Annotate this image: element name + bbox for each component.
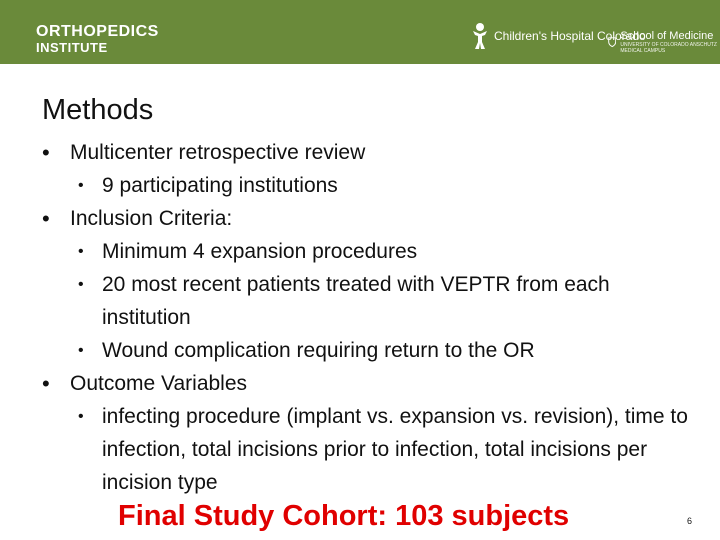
bullet-dot-icon: • bbox=[78, 408, 84, 425]
bullet-list bbox=[42, 136, 702, 499]
header-bar bbox=[0, 0, 720, 64]
brand-line-2: INSTITUTE bbox=[36, 40, 108, 55]
sub-bullet-text: 20 most recent patients treated with VEPTR from each institution bbox=[102, 273, 610, 329]
bullet-dot-icon: • bbox=[78, 243, 84, 260]
bullet-text: Outcome Variables bbox=[70, 372, 248, 395]
childrens-hospital-label: Children's Hospital Colorado bbox=[494, 29, 646, 43]
school-of-medicine-logo bbox=[608, 30, 720, 54]
bullet-dot-icon: • bbox=[78, 177, 84, 194]
sub-bullet-text: 9 participating institutions bbox=[102, 174, 338, 197]
bullet-item bbox=[42, 136, 702, 169]
shield-icon bbox=[608, 35, 616, 49]
bullet-item bbox=[42, 202, 702, 235]
sub-bullet-item bbox=[42, 400, 702, 499]
bullet-dot-icon: • bbox=[42, 206, 50, 231]
bullet-dot-icon: • bbox=[78, 276, 84, 293]
school-of-medicine-label: School of Medicine bbox=[620, 30, 714, 42]
cohort-summary: Final Study Cohort: 103 subjects bbox=[118, 500, 570, 532]
sub-bullet-item bbox=[42, 334, 702, 367]
school-of-medicine-tagline: UNIVERSITY OF COLORADO ANSCHUTZ MEDICAL CAMPUS bbox=[620, 42, 717, 54]
sub-bullet-item bbox=[42, 268, 702, 334]
bullet-dot-icon: • bbox=[42, 140, 50, 165]
sub-bullet-item bbox=[42, 169, 702, 202]
sub-bullet-text: infecting procedure (implant vs. expansion vs. revision), time to infection, total incisions prior to infection, total incisions per incision type bbox=[102, 405, 688, 494]
bullet-text: Multicenter retrospective review bbox=[70, 141, 366, 164]
bullet-dot-icon: • bbox=[78, 342, 84, 359]
bullet-text: Inclusion Criteria: bbox=[70, 207, 233, 230]
bullet-item bbox=[42, 367, 702, 400]
slide-title: Methods bbox=[42, 94, 154, 126]
brand-line-1: ORTHOPEDICS bbox=[36, 23, 159, 40]
bullet-dot-icon: • bbox=[42, 371, 50, 396]
brand-logo bbox=[36, 24, 159, 56]
child-figure-icon bbox=[470, 22, 490, 50]
page-number: 6 bbox=[686, 516, 692, 526]
sub-bullet-item bbox=[42, 235, 702, 268]
sub-bullet-text: Wound complication requiring return to the OR bbox=[102, 339, 535, 362]
sub-bullet-text: Minimum 4 expansion procedures bbox=[102, 240, 418, 263]
